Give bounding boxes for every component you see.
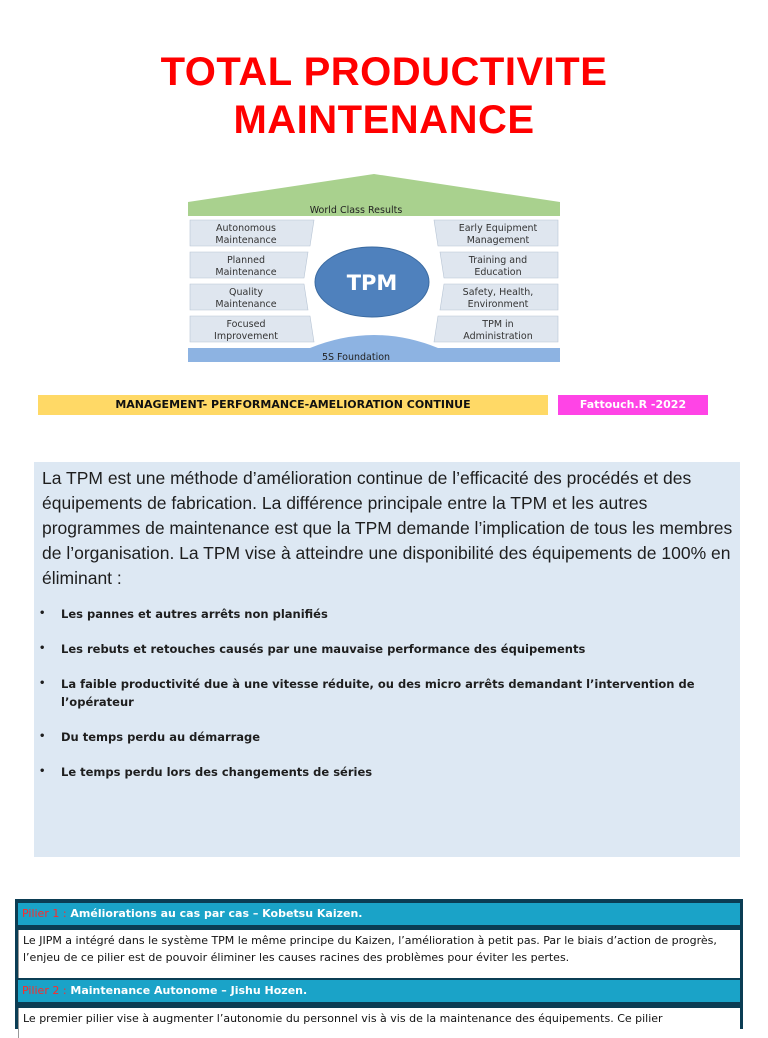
right-pillar-1: [434, 220, 558, 246]
right-pillar-3-line1: Safety, Health,: [462, 287, 534, 298]
list-item-text: La faible productivité due à une vitesse réduite, ou des micro arrêts demandant l’intervention de l’opérateur: [61, 677, 695, 709]
left-pillar-1: [190, 220, 314, 246]
left-pillar-4-line2: Improvement: [214, 331, 278, 342]
tpm-house-diagram: [188, 172, 560, 364]
list-item: [34, 763, 734, 781]
pillar-2-number: Pilier 2 :: [22, 984, 67, 997]
right-pillar-4: [434, 316, 558, 342]
foundation-label: 5S Foundation: [321, 352, 391, 363]
bullet-icon: •: [39, 643, 46, 654]
page-title: [0, 48, 768, 144]
right-pillar-4-line2: Administration: [463, 331, 533, 342]
right-pillar-1-line1: Early Equipment: [458, 223, 538, 234]
list-item-text: Le temps perdu lors des changements de séries: [61, 765, 373, 779]
roof-label: World Class Results: [309, 205, 403, 216]
right-pillar-4-line1: TPM in: [482, 319, 514, 330]
left-pillar-4: [190, 316, 314, 342]
list-item: [34, 640, 734, 658]
list-item: [34, 675, 734, 711]
left-pillar-2-line2: Maintenance: [215, 267, 277, 278]
tpm-center-label: TPM: [346, 271, 398, 295]
pillar-2-header: [18, 980, 740, 1002]
left-pillar-3-line2: Maintenance: [215, 299, 277, 310]
list-item-text: Du temps perdu au démarrage: [61, 730, 261, 744]
pillar-2-title: Maintenance Autonome – Jishu Hozen.: [70, 984, 308, 997]
pillar-2-description: Le premier pilier vise à augmenter l’autonomie du personnel vis à vis de la maintenance des équipements. Ce pilier: [18, 1008, 740, 1038]
pillar-1-number: Pilier 1 :: [22, 907, 67, 920]
left-pillar-2: [190, 252, 308, 278]
right-pillar-3: [440, 284, 558, 310]
topic-banner: MANAGEMENT- PERFORMANCE-AMELIORATION CONTINUE: [38, 395, 548, 415]
list-item-text: Les rebuts et retouches causés par une mauvaise performance des équipements: [61, 642, 586, 656]
right-pillar-3-line2: Environment: [467, 299, 529, 310]
bullet-icon: •: [39, 731, 46, 742]
pillar-1-header: [18, 903, 740, 925]
right-pillar-1-line2: Management: [466, 235, 530, 246]
title-line-2: MAINTENANCE: [233, 98, 535, 142]
list-item: [34, 605, 734, 623]
losses-list: [34, 605, 734, 798]
bullet-icon: •: [39, 608, 46, 619]
bullet-icon: •: [39, 766, 46, 777]
left-pillar-3-line1: Quality: [229, 287, 263, 298]
right-pillar-2-line2: Education: [474, 267, 522, 278]
left-pillar-2-line1: Planned: [226, 255, 266, 266]
author-badge: Fattouch.R -2022: [558, 395, 708, 415]
pillars-table: [15, 899, 743, 1029]
pillar-1-description: Le JIPM a intégré dans le système TPM le même principe du Kaizen, l’amélioration à petit pas. Par le biais d’action de progrès, l’enjeu de ce pilier est de pouvoir éliminer les causes racines des problèmes pour éviter les pertes.: [18, 930, 740, 978]
pillar-1-title: Améliorations au cas par cas – Kobetsu Kaizen.: [70, 907, 363, 920]
right-pillar-2-line1: Training and: [468, 255, 528, 266]
bullet-icon: •: [39, 678, 46, 689]
list-item-text: Les pannes et autres arrêts non planifiés: [61, 607, 328, 621]
left-pillar-1-line1: Autonomous: [216, 223, 276, 234]
left-pillar-1-line2: Maintenance: [215, 235, 277, 246]
intro-paragraph: La TPM est une méthode d’amélioration continue de l’efficacité des procédés et des équipements de fabrication. La différence principale entre la TPM et les autres programmes de maintenance est que la TPM demande l’implication de tous les membres de l’organisation. La TPM vise à atteindre une disponibilité des équipements de 100% en éliminant :: [42, 468, 733, 588]
left-pillar-4-line1: Focused: [226, 319, 266, 330]
right-pillar-2: [440, 252, 558, 278]
intro-panel: [34, 462, 740, 857]
list-item: [34, 728, 734, 746]
title-line-1: TOTAL PRODUCTIVITE: [160, 50, 608, 94]
left-pillar-3: [190, 284, 308, 310]
